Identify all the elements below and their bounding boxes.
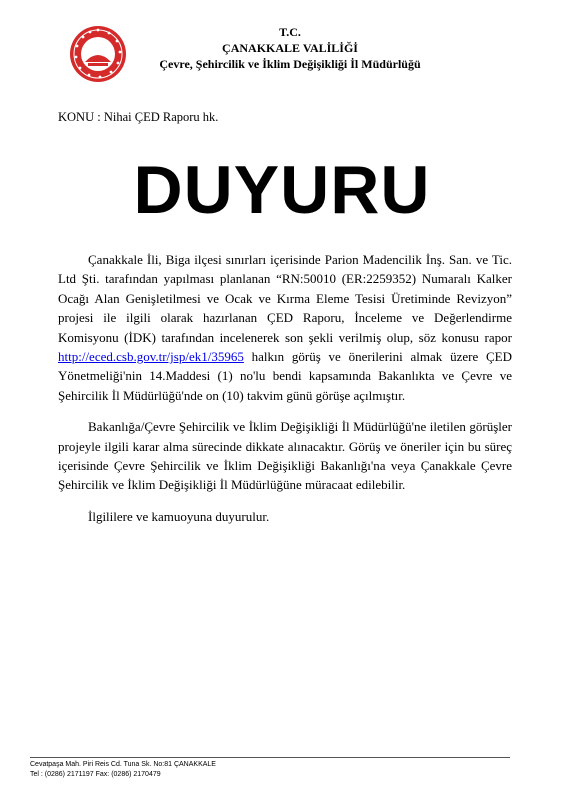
paragraph-3: İlgililere ve kamuoyuna duyurulur. [88,508,270,524]
header-line-governorship: ÇANAKKALE VALİLİĞİ [222,41,358,55]
footer-divider [30,757,510,758]
paragraph-2: Bakanlığa/Çevre Şehircilik ve İklim Değişikliği İl Müdürlüğü'ne iletilen görüşler projeyle ilgili karar alma sürecinde dikkate alınacaktır. Görüş ve öneriler için bu süreç içerisinde Çevre Şehircilik ve İklim Değişikliği Bakanlığı'na veya Çanakkale Çevre Şehircilik ve İklim Değişikliği İl Müdürlüğüne müracaat edilebilir. [58,419,512,493]
letterhead [140,24,440,72]
ministry-emblem-icon [68,24,128,84]
header-line-tc: T.C. [279,25,301,39]
subject-line: KONU : Nihai ÇED Raporu hk. [58,110,219,124]
eced-report-link[interactable]: http://eced.csb.gov.tr/jsp/ek1/35965 [58,349,244,365]
footer-phone: Tel : (0286) 2171197 Fax: (0286) 2170479 [30,771,161,778]
paragraph-1 [58,250,512,405]
page-title: DUYURU [133,152,431,228]
header-line-directorate: Çevre, Şehircilik ve İklim Değişikliği İl Müdürlüğü [159,57,421,71]
announcement-body [58,250,512,538]
footer [30,760,216,780]
paragraph-1-text: Çanakkale İli, Biga ilçesi sınırları içerisinde Parion Madencilik İnş. San. ve Tic. Ltd Şti. tarafından yapılması planlanan “RN:50010 (ER:2259352) Numaralı Kalker Ocağı Alan Genişletilmesi ve Ocak ve Kırma Eleme Tesisi Üretiminde Revizyon” projesi ile ilgili olarak hazırlanan ÇED Raporu, İnceleme ve Değerlendirme Komisyonu (İDK) tarafından incelenerek son şekli verilmiş olup, söz konusu rapor [58,252,512,345]
footer-address: Cevatpaşa Mah. Piri Reis Cd. Tuna Sk. No:81 ÇANAKKALE [30,761,216,768]
paragraph-1-text-continued: halkın görüş ve önerilerini almak üzere ÇED Yönetmeliği'nin 14.Maddesi (1) no'lu bendi kapsamında Bakanlıkta ve Çevre ve Şehircilik İl Müdürlüğü'nde on (10) takvim günü görüşe açılmıştır. [58,349,512,403]
